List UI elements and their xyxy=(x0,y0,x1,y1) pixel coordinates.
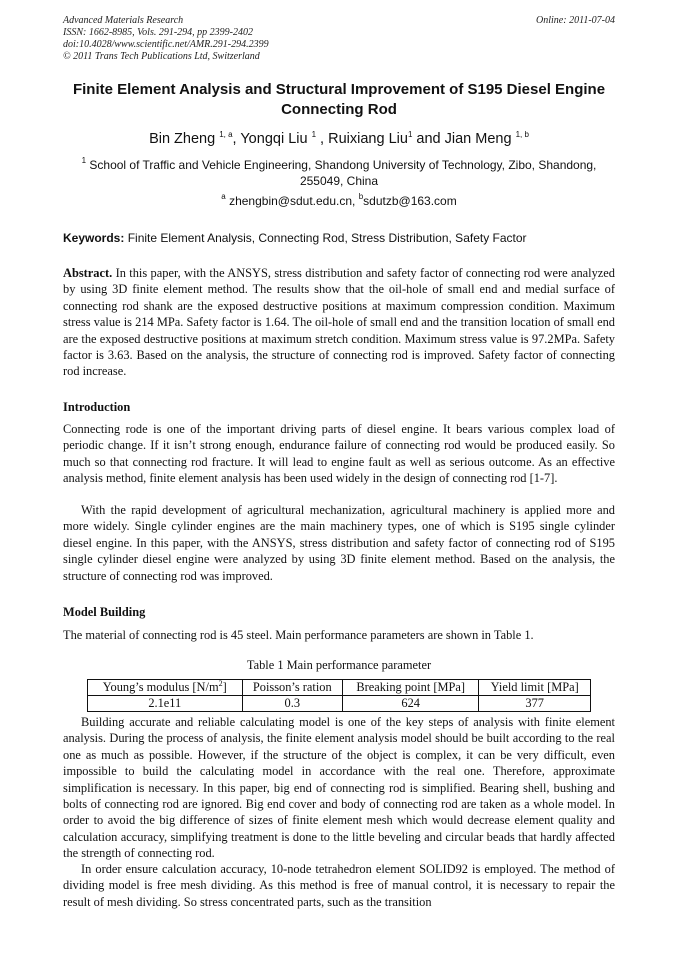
author-emails xyxy=(63,193,615,209)
email-address: sdutzb@163.com xyxy=(363,194,457,208)
affiliation-text: School of Traffic and Vehicle Engineering, Shandong University of Technology, Zibo, Shandong, 255049, China xyxy=(89,158,597,188)
header-superscript: 2 xyxy=(218,679,223,688)
journal-doi: doi:10.4028/www.scientific.net/AMR.291-294.2399 xyxy=(63,39,269,50)
author-affiliation-mark: 1, a xyxy=(219,130,233,139)
table-header-cell: Yield limit [MPa] xyxy=(479,680,591,696)
author-name: Jian Meng xyxy=(444,131,512,147)
author-affiliation-mark: 1 xyxy=(407,130,413,139)
author-affiliation-mark: 1, b xyxy=(515,130,529,139)
keywords-text: Finite Element Analysis, Connecting Rod, Stress Distribution, Safety Factor xyxy=(127,231,527,245)
keywords-label: Keywords: xyxy=(63,231,125,245)
journal-issn: ISSN: 1662-8985, Vols. 291-294, pp 2399-2402 xyxy=(63,27,253,38)
online-date: Online: 2011-07-04 xyxy=(536,15,615,26)
table-cell: 377 xyxy=(479,696,591,712)
author-list xyxy=(63,130,615,148)
journal-copyright: © 2011 Trans Tech Publications Ltd, Switzerland xyxy=(63,51,260,62)
affiliation-mark: 1 xyxy=(81,156,87,165)
email-address: zhengbin@sdut.edu.cn, xyxy=(229,194,356,208)
table-header-cell: Poisson’s ration xyxy=(242,680,342,696)
table-header-cell: Breaking point [MPa] xyxy=(343,680,479,696)
table-header-row xyxy=(88,680,591,696)
affiliation xyxy=(63,157,615,189)
journal-name: Advanced Materials Research xyxy=(63,15,184,26)
author-name: Yongqi Liu xyxy=(240,131,308,147)
author-affiliation-mark: 1 xyxy=(311,130,317,139)
author-name: Bin Zheng xyxy=(149,131,216,147)
section-heading-introduction: Introduction xyxy=(63,400,131,414)
author-separator: , xyxy=(316,131,329,147)
section-heading-model-building: Model Building xyxy=(63,605,146,619)
abstract-text: In this paper, with the ANSYS, stress distribution and safety factor of connecting rod were analyzed by using 3D finite element method. The results show that the oil-hole of small end and medial surface of connecting rod shank are the exposed destructive positions at maximum compression condition. Maximum stress value is 214 MPa. Safety factor is 1.64. The oil-hole of small end and the transition location of small end are the exposed destructive positions at maximum stretch condition. Maximum stress value is 97.2MPa. Safety factor is 3.63. Based on the analysis, the structure of connecting rod is improved. Safety factor of connecting rod increase. xyxy=(63,266,615,379)
author-name: Ruixiang Liu xyxy=(328,131,408,147)
author-separator: , xyxy=(232,131,241,147)
table-caption: Table 1 Main performance parameter xyxy=(246,658,432,672)
parameter-table xyxy=(87,679,591,712)
table-cell: 624 xyxy=(343,696,479,712)
header-close: ] xyxy=(222,680,227,694)
email-mark: b xyxy=(358,192,364,201)
table-cell: 2.1e11 xyxy=(88,696,243,712)
table-cell: 0.3 xyxy=(242,696,342,712)
paragraph: Building accurate and reliable calculating model is one of the key steps of analysis with finite element analysis. During the process of analysis, the finite element analysis model should be built according to the real one as much as possible. However, if the structure of the object is complex, it can be very difficult, even impossible to build the calculating model in accordance with the real one. Therefore, approximate simplification is necessary. In this paper, big end of connecting rod is simplified. Bearing shell, bushing and bolts of connecting rod are ignored. Big end cover and body of connecting rod are taken as a whole model. In order to avoid the big difference of sizes of finite element mesh which would decrease element quality and calculation accuracy, simplifying treatment is done to the little beveling and circular beads that hardly affected the strength of connecting rod. xyxy=(63,715,615,861)
journal-header xyxy=(63,15,615,63)
abstract-label: Abstract. xyxy=(63,266,113,280)
paragraph: The material of connecting rod is 45 steel. Main performance parameters are shown in Table 1. xyxy=(63,628,534,642)
keywords xyxy=(63,230,615,246)
header-text: Young’s modulus [N/m xyxy=(102,680,219,694)
paragraph: In order ensure calculation accuracy, 10-node tetrahedron element SOLID92 is employed. The method of dividing model is free mesh dividing. As this method is free of manual control, it is necessary to repair the result of mesh dividing. So stress concentrated parts, such as the transition xyxy=(63,862,615,909)
author-separator: and xyxy=(412,131,445,147)
email-mark: a xyxy=(221,192,226,201)
paragraph: With the rapid development of agricultural mechanization, agricultural machinery is applied more and more widely. Single cylinder engines are the main machinery types, one of which is S195 single cylinder diesel engine. In this paper, with the ANSYS, stress distribution and safety factor of connecting rod of S195 single cylinder diesel engine were analyzed by using 3D finite element method. Based on the analysis, the structure of connecting rod was improved. xyxy=(63,503,615,583)
abstract xyxy=(63,265,615,380)
paper-title: Finite Element Analysis and Structural Improvement of S195 Diesel Engine Connecting Rod xyxy=(72,81,606,118)
paragraph: Connecting rode is one of the important driving parts of diesel engine. It bears various complex load of periodic change. If it isn’t strong enough, endurance failure of connecting rod would be produced easily. So much so that connecting rod fracture. It will lead to engine fault as well as serious outcome. As an effective analysis method, finite element analysis has been used widely in the design of connecting rod [1-7]. xyxy=(63,422,615,486)
table-header-cell xyxy=(88,680,243,696)
table-row xyxy=(88,696,591,712)
